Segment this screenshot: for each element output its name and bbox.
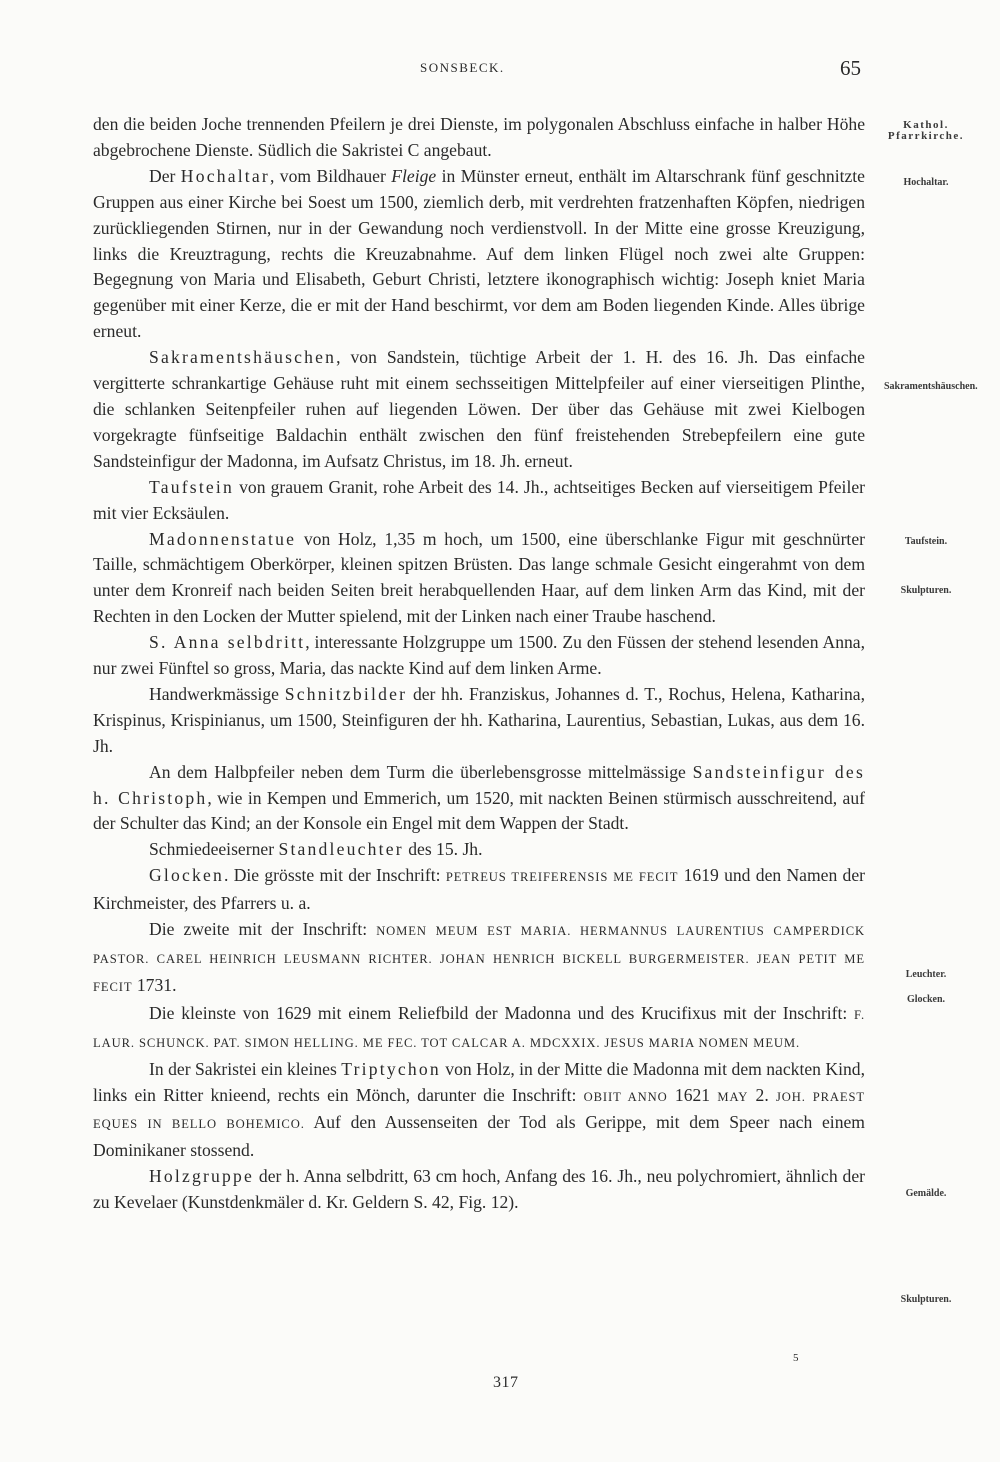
inscription-text: MAY xyxy=(717,1089,749,1104)
paragraph xyxy=(93,475,865,527)
text-run: Auf den Aussenseiten der Tod als Gerippe, mit dem Speer nach einem Dominikaner stossend. xyxy=(93,1112,865,1161)
text-run: Die zweite mit der Inschrift: xyxy=(149,919,377,940)
text-run: von Holz, 1,35 m hoch, um 1500, eine überschlanke Figur mit geschnürter Taille, schmächtigem Oberkörper, kleinen spitzen Brüsten. Das lange schmale Gesicht eingerahmt von dem unter dem Kronreif nach beiden Seiten breit herabquellenden Haar, auf dem linken Arm das Kind, mit der Rechten in den Locken der Mutter spielend, mit der Linken nach einer Traube haschend. xyxy=(93,528,865,627)
body-text xyxy=(93,112,865,1216)
margin-note-glocken: Glocken. xyxy=(906,994,946,1005)
spaced-heading: Sakramentshäuschen xyxy=(149,347,337,368)
signature-mark: 5 xyxy=(793,1352,799,1364)
page-header xyxy=(0,56,1000,84)
spaced-heading: S. Anna selbdritt xyxy=(149,632,306,653)
spaced-heading: Madonnenstatue xyxy=(149,528,297,549)
spaced-heading: Triptychon xyxy=(341,1058,441,1079)
paragraph xyxy=(93,527,865,631)
text-run: Die kleinste von 1629 mit einem Reliefbild der Madonna und des Krucifixus mit der Inschrift: xyxy=(149,1002,855,1023)
paragraph xyxy=(93,164,865,345)
paragraph xyxy=(93,1164,865,1216)
paragraph xyxy=(93,837,865,863)
paragraph xyxy=(93,1001,865,1057)
paragraph xyxy=(93,760,865,838)
text-run: . Die grösste mit der Inschrift: xyxy=(224,865,446,886)
spaced-heading: Sandsteinfigur des h. Christoph xyxy=(93,761,865,808)
margin-note-kathol: Kathol. Pfarrkirche. xyxy=(887,119,965,142)
text-run: An dem Halbpfeiler neben dem Turm die überlebensgrosse mittelmässige xyxy=(149,761,693,782)
inscription-text: F. LAUR. SCHUNCK. PAT. SIMON HELLING. ME FEC. TOT CALCAR A. MDCXXIX. JESUS MARIA NOMEN MEUM. xyxy=(93,1007,865,1050)
text-run: , interessante Holzgruppe um 1500. Zu den Füssen der stehend lesenden Anna, nur zwei Fünftel so gross, Maria, das nackte Kind auf dem linken Arme. xyxy=(93,632,865,679)
text-run: von Holz, in der Mitte die Madonna mit dem nackten Kind, links ein Ritter knieend, rechts ein Mönch, darunter die Inschrift: xyxy=(93,1058,866,1105)
margin-note-taufstein: Taufstein. xyxy=(904,536,948,547)
text-run: 2. xyxy=(748,1084,776,1105)
spaced-heading: Schnitzbilder xyxy=(284,683,408,704)
margin-note-skulpturen-2: Skulpturen. xyxy=(900,1294,952,1305)
paragraph xyxy=(93,917,865,1001)
text-run: , von Sandstein, tüchtige Arbeit der 1. H. des 16. Jh. Das einfache vergitterte schrankartige Gehäuse ruht mit einem sechsseitigen Mittelpfeiler auf einer vierseitigen Plinthe, die schlanken Seitenpfeiler ruhen auf liegenden Löwen. Der über das Gehäuse mit zwei Kielbogen vorgekragte fünfseitige Baldachin enthält zwischen den fünf freistehenden Strebepfeilern eine gute Sandsteinfigur der Madonna, im Aufsatz Christus, im 18. Jh. erneut. xyxy=(93,347,865,471)
margin-note-gemaelde: Gemälde. xyxy=(905,1188,947,1199)
inscription-text: NOMEN MEUM EST MARIA. HERMANNUS LAURENTIUS CAMPERDICK PASTOR. CAREL HEINRICH LEUSMANN RICHTER. JOHAN HENRICH BICKELL BURGERMEISTER. JEAN PETIT ME FECIT xyxy=(93,924,865,994)
inscription-text: OBIIT ANNO xyxy=(583,1089,668,1104)
margin-note-sakramentshaeuschen: Sakramentshäuschen. xyxy=(884,381,978,392)
text-run: der hh. Franziskus, Johannes d. T., Rochus, Helena, Katharina, Krispinus, Krispinianus, um 1500, Steinfiguren der hh. Katharina, Laurentius, Sebastian, Lukas, aus dem 16. Jh. xyxy=(93,683,866,756)
paragraph xyxy=(93,112,865,164)
spaced-heading: Holzgruppe xyxy=(149,1166,255,1187)
paragraph xyxy=(93,1057,865,1165)
running-title: SONSBECK. xyxy=(420,60,505,75)
spaced-heading: Taufstein xyxy=(149,476,235,497)
margin-note-skulpturen: Skulpturen. xyxy=(900,585,952,596)
text-run: den die beiden Joche trennenden Pfeilern je drei Dienste, im polygonalen Abschluss einfache in halber Höhe abgebrochene Dienste. Südlich die Sakristei C angebaut. xyxy=(93,114,865,160)
text-run: von grauem Granit, rohe Arbeit des 14. Jh., achtseitiges Becken auf vierseitigem Pfeiler mit vier Ecksäulen. xyxy=(93,476,865,523)
text-run: , vom Bildhauer xyxy=(269,165,392,186)
text-run: 1619 und den Namen der Kirchmeister, des Pfarrers u. a. xyxy=(93,865,866,914)
text-run: Der xyxy=(149,165,181,186)
paragraph xyxy=(93,630,865,682)
sheet-number: 317 xyxy=(493,1374,519,1391)
text-run: Fleige xyxy=(391,165,437,186)
paragraph xyxy=(93,345,865,475)
spaced-heading: Glocken xyxy=(149,865,225,886)
margin-note-leuchter: Leuchter. xyxy=(905,969,947,980)
spaced-heading: Standleuchter xyxy=(278,839,404,860)
text-run: In der Sakristei ein kleines xyxy=(149,1058,342,1079)
text-run: 1731. xyxy=(132,974,177,995)
page-number: 65 xyxy=(840,56,861,80)
text-run: , wie in Kempen und Emmerich, um 1520, mit nackten Beinen stürmisch ausschreitend, auf der Schulter das Kind; an der Konsole ein Engel mit dem Wappen der Stadt. xyxy=(93,787,865,834)
paragraph xyxy=(93,863,865,917)
paragraph xyxy=(93,682,865,760)
inscription-text: PETREUS TREIFERENSIS ME FECIT xyxy=(445,870,679,885)
text-run: des 15. Jh. xyxy=(403,839,483,860)
text-run: 1621 xyxy=(667,1084,718,1105)
text-run: der h. Anna selbdritt, 63 cm hoch, Anfang des 16. Jh., neu polychromiert, ähnlich der zu Kevelaer (Kunstdenkmäler d. Kr. Geldern S. 42, Fig. 12). xyxy=(93,1166,865,1213)
inscription-text: JOH. PRAEST EQUES IN BELLO BOHEMICO. xyxy=(93,1089,865,1132)
spaced-heading: Hochaltar xyxy=(180,165,270,186)
text-run: in Münster erneut, enthält im Altarschrank fünf geschnitzte Gruppen aus einer Kirche bei Soest um 1500, ziemlich derb, mit verdrehten fratzenhaften Köpfen, niedrigen zurückliegenden Stirnen, nur in der Gewandung noch verdienstvoll. In der Mitte eine grosse Kreuzigung, links die Kreuztragung, rechts die Kreuzabnahme. Auf dem linken Flügel noch zwei alte Gruppen: Begegnung von Maria und Elisabeth, Geburt Christi, letztere ikonographisch wichtig: Joseph kniet Maria gegenüber mit einer Kerze, die er mit der Hand beschirmt, vor dem am Boden liegenden Kinde. Alles übrige erneut. xyxy=(93,165,865,342)
text-run: Handwerkmässige xyxy=(149,683,285,704)
text-run: Schmiedeeiserner xyxy=(149,839,279,860)
margin-note-hochaltar: Hochaltar. xyxy=(903,177,949,188)
